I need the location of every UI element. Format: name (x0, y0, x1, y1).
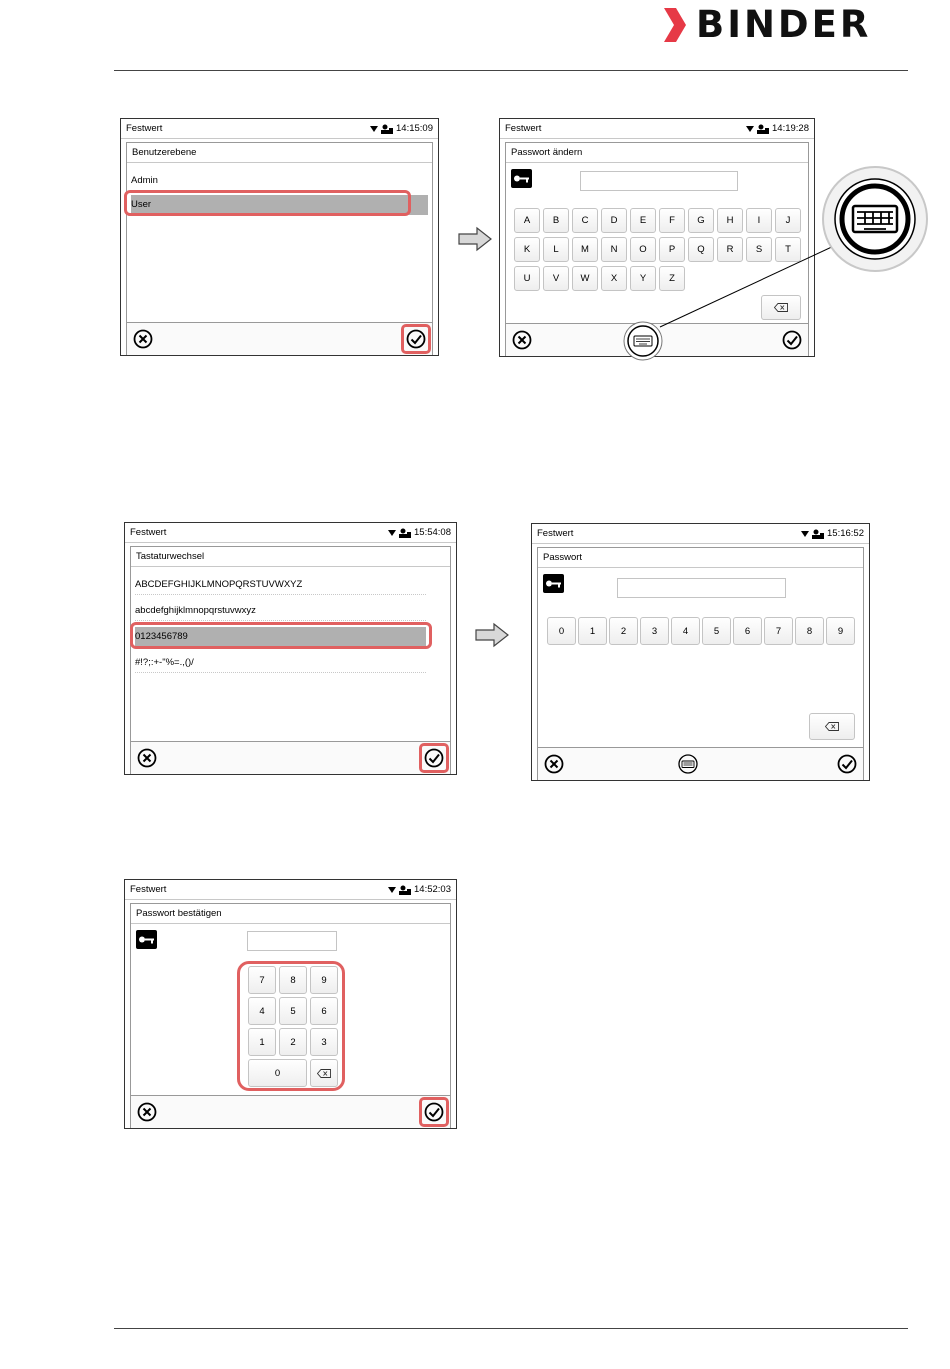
key-3[interactable]: 3 (310, 1028, 338, 1056)
key-0[interactable]: 0 (547, 617, 576, 645)
key-i[interactable]: I (746, 208, 772, 233)
selection-highlight (130, 622, 432, 649)
key-a[interactable]: A (514, 208, 540, 233)
key-5[interactable]: 5 (279, 997, 307, 1025)
key-f[interactable]: F (659, 208, 685, 233)
key-2[interactable]: 2 (279, 1028, 307, 1056)
key-t[interactable]: T (775, 237, 801, 262)
footer-bar (130, 1095, 451, 1128)
status-title: Festwert (130, 884, 167, 895)
status-title: Festwert (126, 123, 163, 134)
list-item-uppercase[interactable]: ABCDEFGHIJKLMNOPQRSTUVWXYZ (135, 575, 426, 595)
clock: 14:52:03 (414, 884, 451, 895)
key-k[interactable]: K (514, 237, 540, 262)
key-y[interactable]: Y (630, 266, 656, 291)
key-j[interactable]: J (775, 208, 801, 233)
key-4[interactable]: 4 (671, 617, 700, 645)
cancel-icon[interactable] (512, 330, 532, 350)
screen-password-numeric (531, 523, 870, 781)
confirm-icon[interactable] (837, 754, 857, 774)
dropdown-arrow-icon (388, 530, 396, 536)
key-h[interactable]: H (717, 208, 743, 233)
status-title: Festwert (537, 528, 574, 539)
key-p[interactable]: P (659, 237, 685, 262)
key-e[interactable]: E (630, 208, 656, 233)
panel-header: Passwort bestätigen (131, 904, 450, 924)
key-9[interactable]: 9 (310, 966, 338, 994)
footer-rule (114, 1328, 908, 1329)
status-title: Festwert (130, 527, 167, 538)
key-g[interactable]: G (688, 208, 714, 233)
arrow-right-icon (457, 226, 493, 252)
user-lock-icon (757, 124, 769, 134)
key-m[interactable]: M (572, 237, 598, 262)
key-r[interactable]: R (717, 237, 743, 262)
list-item-admin[interactable]: Admin (131, 175, 158, 186)
key-u[interactable]: U (514, 266, 540, 291)
key-v[interactable]: V (543, 266, 569, 291)
panel-header: Passwort (538, 548, 863, 568)
status-bar (125, 880, 456, 900)
backspace-key[interactable] (809, 713, 855, 740)
header-rule (114, 70, 908, 71)
confirm-highlight (419, 1097, 449, 1127)
key-7[interactable]: 7 (248, 966, 276, 994)
key-8[interactable]: 8 (795, 617, 824, 645)
cancel-icon[interactable] (137, 748, 157, 768)
list-item-lowercase[interactable]: abcdefghijklmnopqrstuvwxyz (135, 601, 426, 621)
brand-name: BINDER (696, 3, 872, 46)
cancel-icon[interactable] (133, 329, 153, 349)
footer-bar (130, 741, 451, 774)
dropdown-arrow-icon (388, 887, 396, 893)
password-panel (537, 547, 864, 747)
key-1[interactable]: 1 (248, 1028, 276, 1056)
selection-highlight (124, 190, 411, 216)
clock: 15:54:08 (414, 527, 451, 538)
key-2[interactable]: 2 (609, 617, 638, 645)
menu-panel (126, 142, 433, 322)
key-8[interactable]: 8 (279, 966, 307, 994)
key-q[interactable]: Q (688, 237, 714, 262)
key-5[interactable]: 5 (702, 617, 731, 645)
binder-logo (662, 5, 912, 45)
keyboard-icon[interactable] (677, 754, 699, 774)
status-bar (125, 523, 456, 543)
list-item-numeric[interactable]: 0123456789 (135, 627, 426, 647)
status-bar (500, 119, 814, 139)
password-input[interactable] (617, 578, 786, 598)
clock: 14:15:09 (396, 123, 433, 134)
keypad-highlight (237, 961, 345, 1091)
cancel-icon[interactable] (137, 1102, 157, 1122)
keyboard-zoom-icon (820, 164, 930, 274)
panel-header: Passwort ändern (506, 143, 808, 163)
key-icon (136, 930, 157, 949)
key-n[interactable]: N (601, 237, 627, 262)
callout-line (640, 225, 850, 335)
status-bar (121, 119, 438, 139)
key-9[interactable]: 9 (826, 617, 855, 645)
user-lock-icon (812, 529, 824, 539)
screen-password-confirm (124, 879, 457, 1129)
screen-keyboard-switch (124, 522, 457, 775)
panel-header: Tastaturwechsel (131, 547, 450, 567)
key-6[interactable]: 6 (733, 617, 762, 645)
key-c[interactable]: C (572, 208, 598, 233)
key-6[interactable]: 6 (310, 997, 338, 1025)
list-item-symbols[interactable]: #!?;:+-"%=.,()/ (135, 653, 426, 673)
key-l[interactable]: L (543, 237, 569, 262)
binder-logo-mark (662, 6, 688, 44)
password-input[interactable] (580, 171, 738, 191)
key-s[interactable]: S (746, 237, 772, 262)
footer-bar (537, 747, 864, 780)
confirm-highlight (419, 743, 449, 773)
list-item-user[interactable]: User (131, 195, 428, 215)
footer-bar (126, 322, 433, 355)
arrow-right-icon (474, 622, 510, 648)
dropdown-arrow-icon (370, 126, 378, 132)
key-7[interactable]: 7 (764, 617, 793, 645)
user-lock-icon (381, 124, 393, 134)
key-icon (543, 574, 564, 593)
dropdown-arrow-icon (801, 531, 809, 537)
password-input[interactable] (247, 931, 337, 951)
status-title: Festwert (505, 123, 542, 134)
user-lock-icon (399, 885, 411, 895)
key-0[interactable]: 0 (248, 1059, 307, 1087)
dropdown-arrow-icon (746, 126, 754, 132)
key-d[interactable]: D (601, 208, 627, 233)
key-3[interactable]: 3 (640, 617, 669, 645)
key-z[interactable]: Z (659, 266, 685, 291)
key-1[interactable]: 1 (578, 617, 607, 645)
user-lock-icon (399, 528, 411, 538)
backspace-icon (825, 722, 839, 731)
key-icon (511, 169, 532, 188)
cancel-icon[interactable] (544, 754, 564, 774)
key-b[interactable]: B (543, 208, 569, 233)
key-o[interactable]: O (630, 237, 656, 262)
clock: 15:16:52 (827, 528, 864, 539)
key-x[interactable]: X (601, 266, 627, 291)
screen-user-level (120, 118, 439, 356)
key-4[interactable]: 4 (248, 997, 276, 1025)
key-w[interactable]: W (572, 266, 598, 291)
confirm-highlight (401, 324, 431, 354)
panel-header: Benutzerebene (127, 143, 432, 163)
clock: 14:19:28 (772, 123, 809, 134)
status-bar (532, 524, 869, 544)
